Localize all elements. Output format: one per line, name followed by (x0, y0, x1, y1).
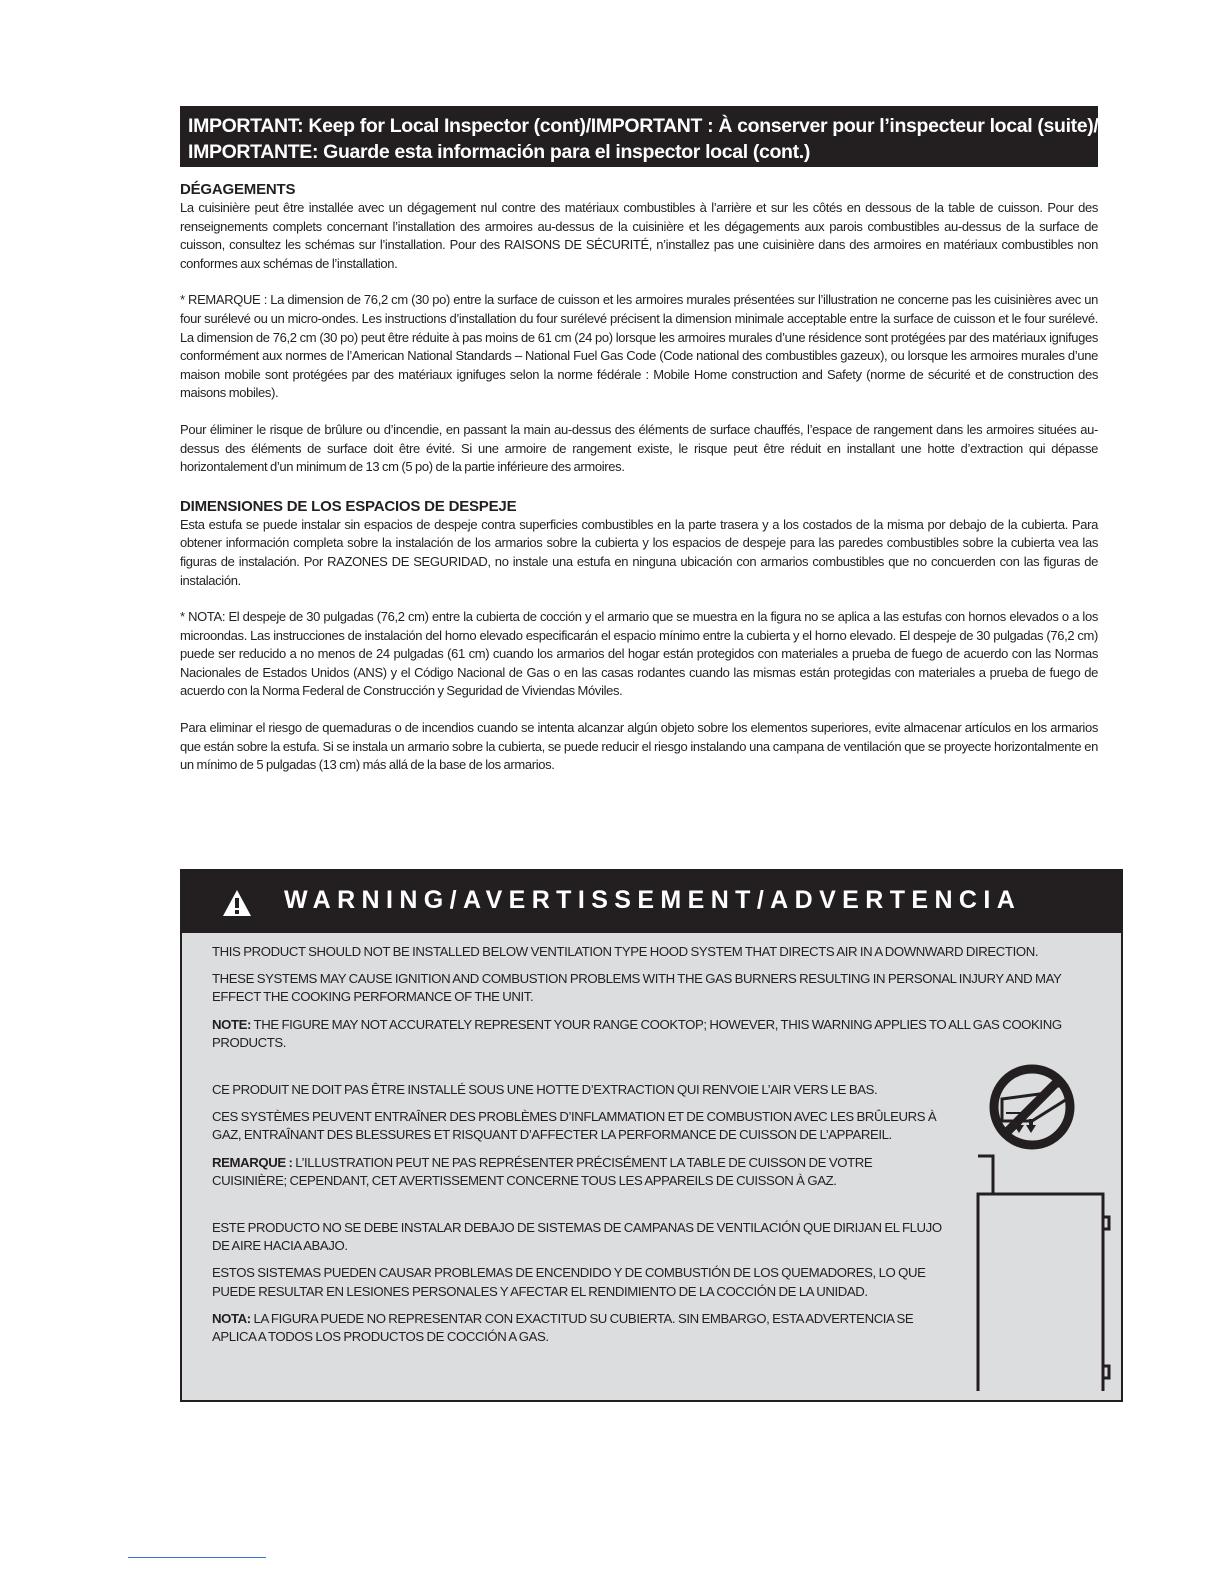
no-downdraft-hood-icon (962, 961, 1112, 1391)
warning-en-paragraph-2: THESE SYSTEMS MAY CAUSE IGNITION AND COMBUSTION PROBLEMS WITH THE GAS BURNERS RESULTING IN PERSONAL INJURY AND MAY EFFECT THE COOKING PERFORMANCE OF THE UNIT. (212, 971, 1062, 1005)
warning-fr-note (212, 1154, 947, 1190)
french-paragraph-2: * REMARQUE : La dimension de 76,2 cm (30 po) entre la surface de cuisson et les armoires murales présentées sur l’illustration ne concerne pas les cuisinières avec un four surélevé ou un micro-ondes. Les instructions d’installation du four surélevé précisent la dimension minimale acceptable entre la surface de cuisson et le four surélevé. La dimension de 76,2 cm (30 po) peut être réduite à pas moins de 61 cm (24 po) lorsque les armoires murales d’une résidence sont protégées par des matériaux ignifuges conformément aux normes de l’American National Standards – National Fuel Gas Code (Code national des combustibles gazeux), ou lorsque les armoires murales d’une maison mobile sont protégées par des matériaux ignifuges selon la norme fédérale : Mobile Home construction and Safety (norme de sécurité et de construction des maisons mobiles). (180, 292, 1098, 401)
warning-fr-paragraph-1: CE PRODUIT NE DOIT PAS ÊTRE INSTALLÉ SOUS UNE HOTTE D’EXTRACTION QUI RENVOIE L’AIR VERS LE BAS. (212, 1082, 878, 1098)
warning-fr-note-label: REMARQUE : (212, 1154, 293, 1170)
spanish-paragraph-1: Esta estufa se puede instalar sin espacios de despeje contra superficies combustibles en la parte trasera y a los costados de la misma por debajo de la cubierta. Para obtener información completa sobre la instalación de los armarios sobre la cubierta y los espacios de despeje para las paredes combustibles sobre la cubierta vea las figuras de instalación. Por RAZONES DE SEGURIDAD, no instale una estufa en ninguna ubicación con armarios combustibles que no concuerden con las figuras de instalación. (180, 516, 1098, 588)
warning-title-bar (182, 871, 1121, 933)
clearances-content (180, 180, 1098, 775)
warning-es-note-label: NOTA: (212, 1310, 251, 1326)
spanish-paragraph-3: Para eliminar el riesgo de quemaduras o de incendios cuando se intenta alcanzar algún objeto sobre los elementos superiores, evite almacenar artículos en los armarios que están sobre la estufa. Si se instala un armario sobre la cubierta, se puede reducir el riesgo instalando una campana de ventilación que se proyecte horizontalmente en un mínimo de 5 pulgadas (13 cm) más allá de la base de los armarios. (180, 720, 1098, 773)
spanish-heading: DIMENSIONES DE LOS ESPACIOS DE DESPEJE (180, 497, 517, 515)
spanish-paragraph-2: * NOTA: El despeje de 30 pulgadas (76,2 cm) entre la cubierta de cocción y el armario que se muestra en la figura no se aplica a las estufas con hornos elevados o a los microondas. Las instrucciones de instalación del horno elevado especificarán el espacio mínimo entre la cubierta y el horno elevado. El despeje de 30 pulgadas (76,2 cm) puede ser reducido a no menos de 24 pulgadas (61 cm) cuando los armarios del hogar están protegidos con materiales a prueba de fuego de acuerdo con las Normas Nacionales de Estados Unidos (ANS) y el Código Nacional de Gas o en las casas rodantes cuando las mismas están protegidas con materiales a prueba de fuego de acuerdo con la Norma Federal de Construcción y Seguridad de Viviendas Móviles. (180, 609, 1098, 699)
warning-title: WARNING/AVERTISSEMENT/ADVERTENCIA (284, 886, 1022, 914)
warning-triangle-icon (222, 889, 252, 917)
warning-box (180, 869, 1123, 1402)
french-heading: DÉGAGEMENTS (180, 181, 296, 198)
warning-fr-paragraph-2: CES SYSTÈMES PEUVENT ENTRAÎNER DES PROBLÈMES D’INFLAMMATION ET DE COMBUSTION AVEC LES BRÛLEURS À GAZ, ENTRAÎNANT DES BLESSURES ET RISQUANT D’AFFECTER LA PERFORMANCE DE CUISSON DE L’APPAREIL. (212, 1109, 937, 1143)
warning-en-paragraph-1: THIS PRODUCT SHOULD NOT BE INSTALLED BELOW VENTILATION TYPE HOOD SYSTEM THAT DIRECTS AIR IN A DOWNWARD DIRECTION. (212, 944, 1039, 959)
important-header (180, 106, 1098, 167)
warning-en-note-label: NOTE: (212, 1016, 252, 1032)
warning-fr-note-text: L’ILLUSTRATION PEUT NE PAS REPRÉSENTER PRÉCISÉMENT LA TABLE DE CUISSON DE VOTRE CUISINIÈRE; CEPENDANT, CET AVERTISSEMENT CONCERNE TOUS LES APPAREILS DE CUISSON À GAZ. (212, 1154, 873, 1188)
french-paragraph-1: La cuisinière peut être installée avec un dégagement nul contre des matériaux combustibles à l’arrière et sur les côtés en dessous de la table de cuisson. Pour des renseignements complets concernant l’installation des armoires au-dessus de la cuisinière et les dégagements aux parois combustibles au-dessus de la surface de cuisson, consultez les schémas sur l’installation. Pour des RAISONS DE SÉCURITÉ, n’installez pas une cuisinière dans des armoires en matériaux combustibles non conformes aux schémas de l’installation. (180, 200, 1098, 271)
header-line-1: IMPORTANT: Keep for Local Inspector (cont)/IMPORTANT : À conserver pour l’inspecteur local (suite)/ (188, 115, 1099, 137)
warning-es-paragraph-2: ESTOS SISTEMAS PUEDEN CAUSAR PROBLEMAS DE ENCENDIDO Y DE COMBUSTIÓN DE LOS QUEMADORES, LO QUE PUEDE RESULTAR EN LESIONES PERSONALES Y AFECTAR EL RENDIMIENTO DE LA COCCIÓN DE LA UNIDAD. (212, 1265, 926, 1299)
warning-es-paragraph-1: ESTE PRODUCTO NO SE DEBE INSTALAR DEBAJO DE SISTEMAS DE CAMPANAS DE VENTILACIÓN QUE DIRIJAN EL FLUJO DE AIRE HACIA ABAJO. (212, 1220, 942, 1254)
warning-es-note (212, 1310, 947, 1346)
header-line-2: IMPORTANTE: Guarde esta información para el inspector local (cont.) (188, 141, 810, 163)
footer-link-underline (128, 1557, 266, 1558)
warning-en-note-text: THE FIGURE MAY NOT ACCURATELY REPRESENT YOUR RANGE COOKTOP; HOWEVER, THIS WARNING APPLIES TO ALL GAS COOKING PRODUCTS. (212, 1016, 1062, 1050)
warning-es-note-text: LA FIGURA PUEDE NO REPRESENTAR CON EXACTITUD SU CUBIERTA. SIN EMBARGO, ESTA ADVERTENCIA SE APLICA A TODOS LOS PRODUCTOS DE COCCIÓN A GAS. (212, 1310, 914, 1345)
french-paragraph-3: Pour éliminer le risque de brûlure ou d’incendie, en passant la main au-dessus des éléments de surface chauffés, l’espace de rangement dans les armoires situées au-dessus des éléments de surface doit être évité. Si une armoire de rangement existe, le risque peut être réduit en installant une hotte d’extraction qui dépasse horizontalement d’un minimum de 13 cm (5 po) de la partie inférieure des armoires. (180, 421, 1098, 475)
